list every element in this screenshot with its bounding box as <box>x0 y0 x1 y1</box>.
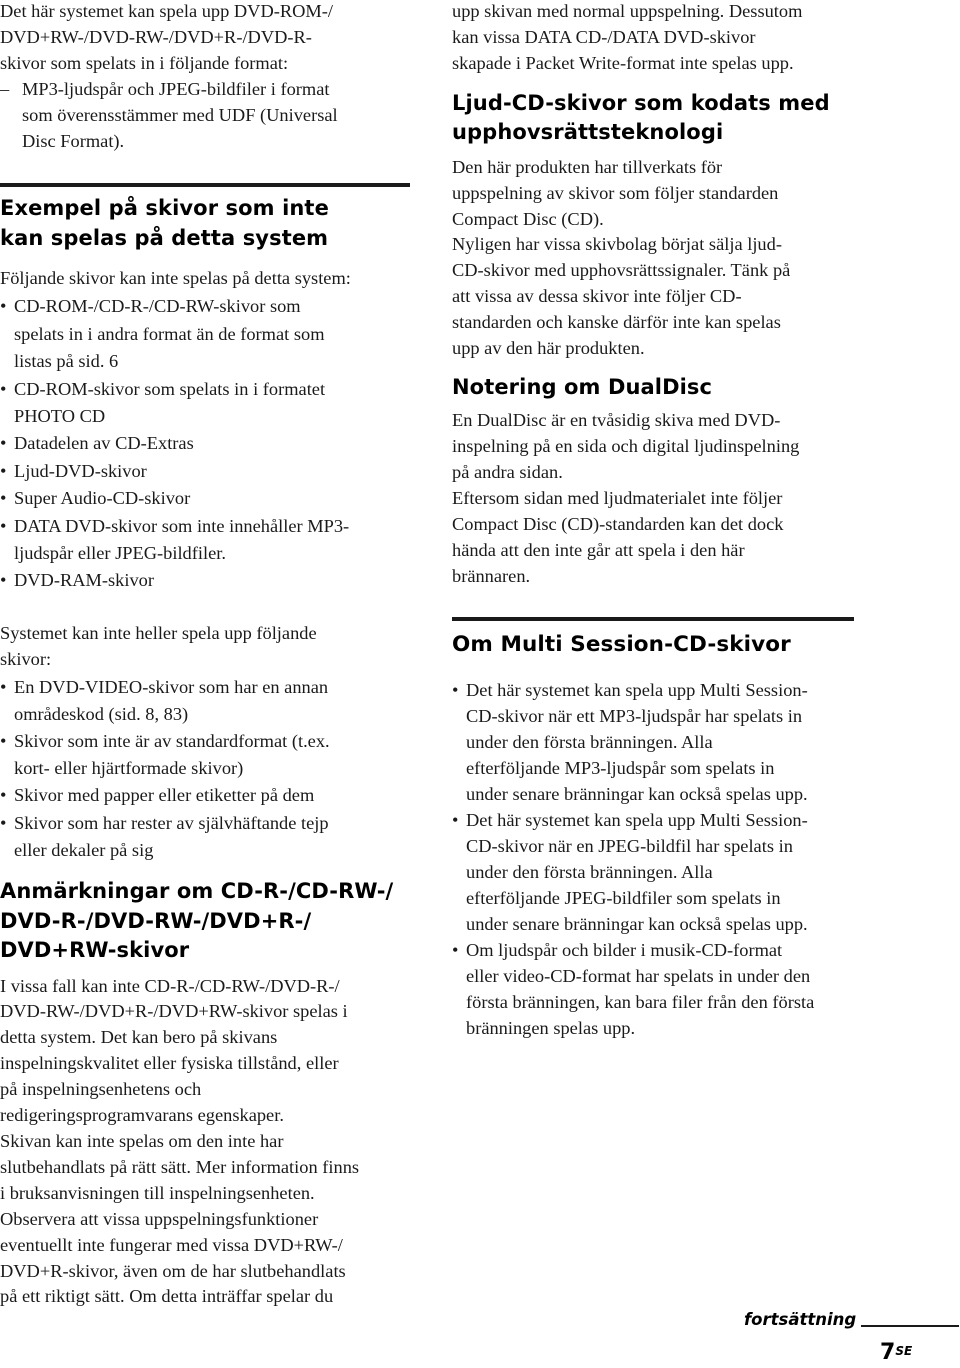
text-line: • Ljud-DVD-skivor <box>14 460 147 481</box>
text-line: • Det här systemet kan spela upp Multi Session- <box>466 680 808 701</box>
text-line: Den här produkten har tillverkats för <box>452 156 723 177</box>
continuation-label: fortsättning <box>744 1310 857 1329</box>
text-line: CD-skivor med upphovsrättssignaler. Tänk på <box>452 260 791 281</box>
text-line: • Skivor som inte är av standardformat (t.ex. <box>14 731 330 752</box>
text-line: • Det här systemet kan spela upp Multi Session- <box>466 810 808 831</box>
dash-item <box>0 77 410 155</box>
text-line: CD-skivor när en JPEG-bildfil har spelats in <box>466 836 793 857</box>
section1-list <box>0 293 410 594</box>
section4-body <box>452 408 872 589</box>
text-line: skivor som spelats in i följande format: <box>0 52 289 73</box>
dash-mark: – <box>0 78 10 99</box>
text-line: Eftersom sidan med ljudmaterialet inte följer <box>452 488 783 509</box>
section-heading-multi-session <box>452 630 872 660</box>
section-heading-ljud-cd <box>452 89 872 148</box>
list-item <box>0 293 410 375</box>
text-line: att vissa av dessa skivor inte följer CD- <box>452 286 742 307</box>
section1-lead: Följande skivor kan inte spelas på detta system: <box>0 268 351 289</box>
list-item <box>0 810 410 864</box>
text-line: i bruksanvisningen till inspelningsenheten. <box>0 1182 315 1203</box>
text-line: Disc Format). <box>22 130 125 151</box>
text-line: som överensstämmer med UDF (Universal <box>22 104 338 125</box>
list-item <box>0 513 410 568</box>
text-line: efterföljande MP3-ljudspår som spelats in <box>466 758 775 779</box>
text-line: Det här systemet kan spela upp DVD-ROM-/ <box>0 1 334 21</box>
text-line: hända att den inte går att spela i den här <box>452 540 745 560</box>
text-line: • Om ljudspår och bilder i musik-CD-format <box>466 940 783 961</box>
text-line: områdeskod (sid. 8, 83) <box>14 703 189 724</box>
section1-content <box>0 266 410 864</box>
heading-line: Ljud-CD-skivor som kodats med <box>452 90 830 115</box>
section-heading-exempel <box>0 194 410 253</box>
text-line: skivor: <box>0 648 52 669</box>
section5-list <box>452 677 872 1041</box>
text-line: Compact Disc (CD). <box>452 208 604 229</box>
text-line: under den första bränningen. Alla <box>466 732 713 753</box>
text-line: skapade i Packet Write-format inte spelas upp. <box>452 52 794 73</box>
text-line: eller video-CD-format har spelats in under den <box>466 966 811 987</box>
section1b-list <box>0 674 410 864</box>
list-item <box>0 458 410 485</box>
text-line: • Skivor som har rester av självhäftande tejp <box>14 812 329 833</box>
list-item <box>452 677 872 807</box>
text-line: MP3-ljudspår och JPEG-bildfiler i format <box>22 78 330 99</box>
heading-line: Exempel på skivor som inte <box>0 196 329 221</box>
heading-line: Om Multi Session-CD-skivor <box>452 631 791 657</box>
text-line: • DVD-RAM-skivor <box>14 570 154 591</box>
text-line: DVD+RW-/DVD-RW-/DVD+R-/DVD-R- <box>0 26 312 47</box>
heading-line: DVD-R-/DVD-RW-/DVD+R-/ <box>0 908 312 933</box>
text-line: på inspelningsenhetens och <box>0 1079 202 1100</box>
text-line: ljudspår eller JPEG-bildfiler. <box>14 543 226 563</box>
text-line: slutbehandlats på rätt sätt. Mer information finns <box>0 1156 360 1177</box>
list-item <box>452 807 872 937</box>
list-item <box>0 430 410 457</box>
text-line: brännaren. <box>452 565 531 586</box>
text-line: DVD+R-skivor, även om de har slutbehandlats <box>0 1260 346 1281</box>
page-number <box>880 1340 912 1365</box>
text-line: standarden och kanske därför inte kan spelas <box>452 312 781 333</box>
text-line: Nyligen har vissa skivbolag börjat sälja ljud- <box>452 234 782 255</box>
heading-line: Notering om DualDisc <box>452 374 713 399</box>
section-rule <box>0 183 410 187</box>
list-item <box>0 674 410 728</box>
list-item <box>0 728 410 782</box>
text-line: på ett riktigt sätt. Om detta inträffar spelar du <box>0 1286 334 1307</box>
heading-line: DVD+RW-skivor <box>0 938 190 963</box>
text-line: detta system. Det kan bero på skivans <box>0 1027 278 1048</box>
heading-line: Anmärkningar om CD-R-/CD-RW-/ <box>0 879 394 904</box>
text-line: kan vissa DATA CD-/DATA DVD-skivor <box>452 26 756 47</box>
text-line: kort- eller hjärtformade skivor) <box>14 758 244 779</box>
text-line: • CD-ROM-/CD-R-/CD-RW-skivor som <box>14 296 301 317</box>
heading-line: upphovsrättsteknologi <box>452 120 724 145</box>
text-line: under den första bränningen. Alla <box>466 862 713 883</box>
right-column <box>452 0 872 1041</box>
text-line: eller dekaler på sig <box>14 839 154 860</box>
text-line: DVD-RW-/DVD+R-/DVD+RW-skivor spelas i <box>0 1001 348 1022</box>
text-line: inspelningskvalitet eller fysiska tillstånd, eller <box>0 1053 339 1074</box>
text-line: listas på sid. 6 <box>14 351 119 372</box>
text-line: • Skivor med papper eller etiketter på dem <box>14 785 315 806</box>
heading-line: kan spelas på detta system <box>0 225 329 250</box>
text-line: Observera att vissa uppspelningsfunktioner <box>0 1208 319 1229</box>
text-line: efterföljande JPEG-bildfiler som spelats in <box>466 888 781 909</box>
text-line: eventuellt inte fungerar med vissa DVD+RW-/ <box>0 1234 343 1255</box>
text-line: på andra sidan. <box>452 462 563 483</box>
text-line: Compact Disc (CD)-standarden kan det dock <box>452 514 784 535</box>
text-line: inspelning på en sida och digital ljudinspelning <box>452 436 800 457</box>
continuation-rule <box>861 1325 959 1327</box>
text-line: första bränningen, kan bara filer från den första <box>466 992 815 1013</box>
section-heading-dualdisc <box>452 373 872 403</box>
list-item <box>0 485 410 512</box>
text-line: upp av den här produkten. <box>452 338 645 359</box>
text-line: spelats in i andra format än de format som <box>14 323 325 344</box>
text-line: • DATA DVD-skivor som inte innehåller MP3- <box>14 515 350 536</box>
text-line: upp skivan med normal uppspelning. Dessutom <box>452 1 803 21</box>
text-line: En DualDisc är en tvåsidig skiva med DVD- <box>452 410 781 431</box>
text-line: • Datadelen av CD-Extras <box>14 433 194 454</box>
section3-body <box>452 155 872 362</box>
text-line: under senare bränningar kan också spelas upp. <box>466 784 808 805</box>
text-line: PHOTO CD <box>14 405 106 426</box>
page-number-value: 7 <box>880 1340 896 1365</box>
text-line: uppspelning av skivor som följer standarden <box>452 182 779 203</box>
left-column <box>0 0 410 1310</box>
text-line: CD-skivor när ett MP3-ljudspår har spelats in <box>466 706 803 727</box>
text-line: bränningen spelas upp. <box>466 1018 636 1039</box>
text-line: • Super Audio-CD-skivor <box>14 488 191 509</box>
list-item <box>0 782 410 809</box>
text-line: redigeringsprogramvarans egenskaper. <box>0 1105 284 1126</box>
section-heading-anmarkningar <box>0 877 410 966</box>
list-item <box>0 376 410 431</box>
intro-paragraph <box>0 0 410 154</box>
list-item <box>0 567 410 594</box>
list-item <box>452 937 872 1041</box>
section2-body <box>0 974 410 1311</box>
section1b-lead <box>0 621 410 673</box>
text-line: • En DVD-VIDEO-skivor som har en annan <box>14 676 329 697</box>
text-line: Skivan kan inte spelas om den inte har <box>0 1130 284 1151</box>
section-rule <box>452 617 854 621</box>
text-line: Systemet kan inte heller spela upp följande <box>0 622 317 643</box>
page-suffix: SE <box>895 1344 913 1358</box>
continued-paragraph <box>452 0 872 77</box>
text-line: I vissa fall kan inte CD-R-/CD-RW-/DVD-R-/ <box>0 975 340 996</box>
text-line: under senare bränningar kan också spelas upp. <box>466 914 808 935</box>
text-line: • CD-ROM-skivor som spelats in i formatet <box>14 378 326 399</box>
